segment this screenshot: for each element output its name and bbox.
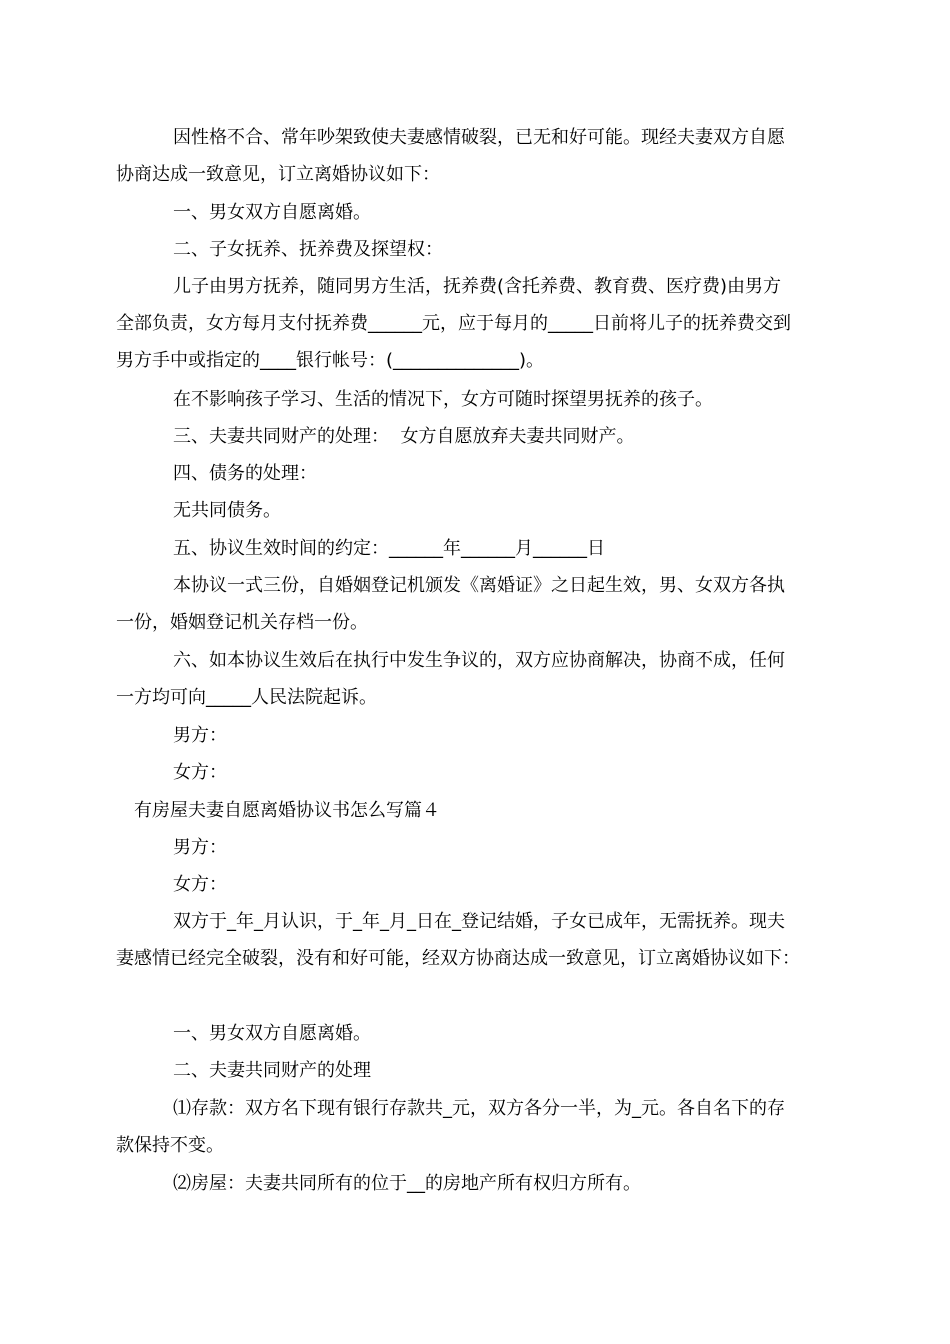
clause-6	[116, 642, 838, 716]
line: 六、如本协议生效后在执行中发生争议的，双方应协商解决，协商不成，任何	[173, 650, 785, 671]
line: 全部负责，女方每月支付抚养费______元，应于每月的_____日前将儿子的抚养费交到	[116, 313, 791, 334]
clause-3	[116, 418, 838, 455]
line: 一、男女双方自愿离婚。	[173, 1023, 371, 1044]
line: 无共同债务。	[173, 500, 281, 521]
party-female	[116, 866, 838, 903]
line: 双方于_年_月认识，于_年_月_日在_登记结婚，子女已成年，无需抚养。现夫	[173, 911, 785, 932]
line: 有房屋夫妻自愿离婚协议书怎么写篇４	[134, 800, 440, 821]
item-savings	[116, 1090, 838, 1164]
clause-2-heading	[116, 231, 838, 268]
clause-5	[116, 530, 838, 567]
paragraph-no-debt	[116, 492, 838, 529]
paragraph-copies	[116, 567, 838, 641]
clause-1b	[116, 1015, 838, 1052]
line: 五、协议生效时间的约定：______年______月______日	[173, 538, 605, 559]
paragraph-child-support	[116, 268, 838, 379]
line: 男方手中或指定的____银行帐号：(______________)。	[116, 350, 545, 371]
line: 男方：	[173, 837, 227, 858]
line: 一、男女双方自愿离婚。	[173, 202, 371, 223]
signature-female	[116, 754, 838, 791]
line: 女方：	[173, 762, 227, 783]
signature-male	[116, 717, 838, 754]
line: 本协议一式三份，自婚姻登记机颁发《离婚证》之日起生效，男、女双方各执	[173, 575, 785, 596]
paragraph-intro-2	[116, 903, 838, 977]
line: 儿子由男方抚养，随同男方生活，抚养费(含托养费、教育费、医疗费)由男方	[173, 276, 782, 297]
line: 女方：	[173, 874, 227, 895]
line: 二、子女抚养、抚养费及探望权：	[173, 239, 443, 260]
line: 妻感情已经完全破裂，没有和好可能，经双方协商达成一致意见，订立离婚协议如下：	[116, 948, 800, 969]
line: ⑴存款：双方名下现有银行存款共_元，双方各分一半，为_元。各自名下的存	[173, 1098, 785, 1119]
section-heading	[134, 792, 856, 829]
line: 一份，婚姻登记机关存档一份。	[116, 612, 368, 633]
clause-1	[116, 194, 838, 231]
line: 三、夫妻共同财产的处理： 女方自愿放弃夫妻共同财产。	[173, 426, 635, 447]
paragraph-visitation	[116, 381, 838, 418]
line: 在不影响孩子学习、生活的情况下，女方可随时探望男抚养的孩子。	[173, 389, 713, 410]
line: 因性格不合、常年吵架致使夫妻感情破裂，已无和好可能。现经夫妻双方自愿	[173, 127, 785, 148]
party-male	[116, 829, 838, 866]
item-house	[116, 1165, 838, 1202]
line: 四、债务的处理：	[173, 463, 317, 484]
line: 款保持不变。	[116, 1135, 224, 1156]
paragraph-intro	[116, 119, 838, 193]
line: 协商达成一致意见，订立离婚协议如下：	[116, 164, 440, 185]
line: ⑵房屋：夫妻共同所有的位于__的房地产所有权归方所有。	[173, 1173, 641, 1194]
line: 一方均可向_____人民法院起诉。	[116, 687, 377, 708]
clause-2b-heading	[116, 1052, 838, 1089]
line: 男方：	[173, 725, 227, 746]
clause-4-heading	[116, 455, 838, 492]
line: 二、夫妻共同财产的处理	[173, 1060, 371, 1081]
